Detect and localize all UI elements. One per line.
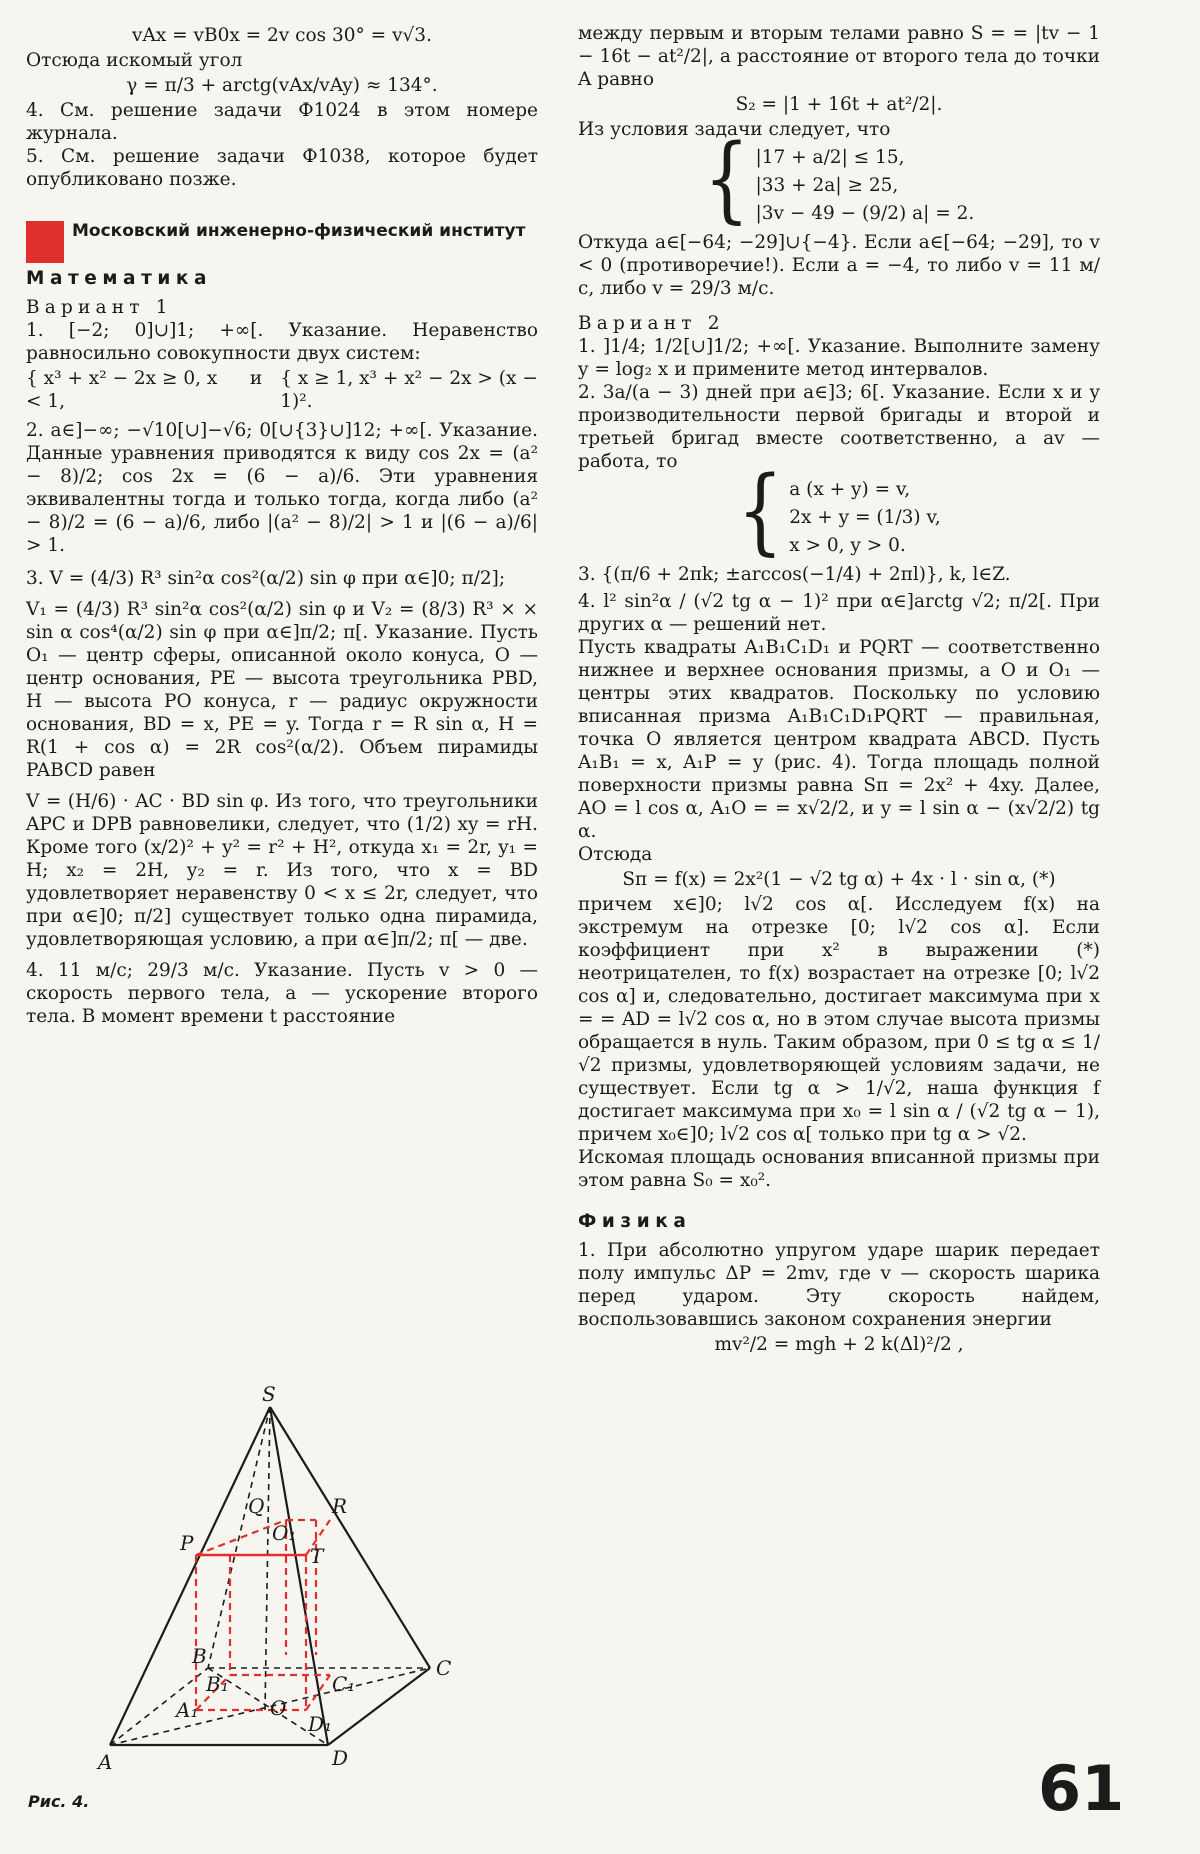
item-5: 5. См. решение задачи Ф1038, которое будет опубликовано позже. (26, 146, 538, 190)
edge-sd (270, 1407, 328, 1745)
physics-title: Физика (578, 1211, 692, 1232)
label-o: O (270, 1696, 287, 1720)
item-4: 4. См. решение задачи Ф1024 в этом номере журнала. (26, 100, 538, 144)
v1-p1-systems (26, 367, 538, 413)
v2-system-line-2: 2x + y = (1/3) v, (789, 507, 941, 528)
v1-problem-4: 4. 11 м/с; 29/3 м/с. Указание. Пусть v > 0 — скорость первого тела, a — ускорение второго тела. В момент времени t расстояние (26, 960, 538, 1027)
v2-problem-4d: Искомая площадь основания вписанной призмы при этом равна S₀ = x₀². (578, 1147, 1100, 1191)
figure-caption: Рис. 4. (28, 1792, 90, 1811)
top-formula: vAx = vB0x = 2v cos 30° = v√3. (132, 25, 432, 46)
hence-text: Отсюда (578, 844, 653, 865)
r-para-3: Откуда a∈[−64; −29]∪{−4}. Если a∈[−64; −29], то v < 0 (противоречие!). Если a = −4, то либо v = 11 м/с, либо v = 29/3 м/с. (578, 232, 1100, 299)
v1-p1-system-2: { x ≥ 1, x³ + x² − 2x > (x − 1)². (280, 368, 538, 412)
v1-problem-3a: 3. V = (4/3) R³ sin²α cos²(α/2) sin φ при α∈]0; π/2]; (26, 568, 506, 589)
v1-problem-3c: V = (H/6) · AC · BD sin φ. Из того, что треугольники APC и DPB равновелики, следует, что (1/2) xy = rH. Кроме того (x/2)² + y² = r² + H², откуда x₁ = 2r, y₁ = H; x₂ = 2H, y₂ = r. Из того, что x = BD удовлетворяет неравенству 0 < x ≤ 2r, следует, что при α∈]0; π/2] существует только одна пирамида, удовлетворяющая условию, а при α∈]π/2; π[ — две. (26, 791, 538, 950)
label-d1: D₁ (308, 1712, 333, 1736)
section-marker (26, 221, 64, 263)
v2-system-line-1: a (x + y) = v, (789, 479, 911, 500)
label-t: T (310, 1544, 324, 1568)
label-d: D (332, 1746, 349, 1770)
v1-p1-system-1: { x³ + x² − 2x ≥ 0, x < 1, (26, 368, 218, 412)
variant-1-title: Вариант 1 (26, 297, 173, 318)
v1-p1-and: и (249, 368, 263, 389)
r-system: { |17 + a/2| ≤ 15, |33 + 2a| ≥ 25, |3v − 49 − (9/2) a| = 2. (703, 123, 975, 233)
label-c1: C₁ (332, 1672, 356, 1696)
v2-problem-4b: Пусть квадраты A₁B₁C₁D₁ и PQRT — соответственно нижнее и верхнее основания призмы, а O и O₁ — центры этих квадратов. Поскольку по условию вписанная призма A₁B₁C₁D₁PQRT — правильная, точка O является центром квадрата ABCD. Пусть A₁B₁ = x, A₁P = y (рис. 4). Тогда площадь полной поверхности призмы равна Sп = 2x² + 4xy. Далее, AO = l cos α, A₁O = = x√2/2, и y = l sin α − (x√2/2) tg α. (578, 637, 1100, 842)
r-para-2: Из условия задачи следует, что (578, 119, 891, 140)
hence-angle-text: Отсюда искомый угол (26, 50, 243, 71)
variant-2-title: Вариант 2 (578, 313, 725, 334)
gamma-formula: γ = π/3 + arctg(vAx/vAy) ≈ 134°. (126, 75, 438, 96)
r-system-line-2: |33 + 2a| ≥ 25, (755, 175, 899, 196)
r-s2-formula: S₂ = |1 + 16t + at²/2|. (735, 94, 943, 115)
v2-problem-4: 4. l² sin²α / (√2 tg α − 1)² при α∈]arctg √2; π/2[. При других α — решений нет. (578, 591, 1100, 635)
r-system-line-1: |17 + a/2| ≤ 15, (755, 147, 905, 168)
v1-problem-3b: V₁ = (4/3) R³ sin²α cos²(α/2) sin φ и V₂ = (8/3) R³ × × sin α cos⁴(α/2) sin φ при α∈]π/2; π[. Указание. Пусть O₁ — центр сферы, описанной около конуса, O — центр основания, PE — высота треугольника PBD, H — высота PO конуса, r — радиус окружности основания, BD = x, PE = y. Тогда r = R sin α, H = R(1 + cos α) = 2R cos²(α/2). Объем пирамиды PABCD равен (26, 599, 538, 781)
v2-p2-system: { a (x + y) = v, 2x + y = (1/3) v, x > 0, y > 0. (737, 455, 941, 565)
v2-problem-2: 2. 3a/(a − 3) дней при a∈]3; 6[. Указание. Если x и y производительности первой бригады и второй и третьей бригад вместе соответственно, а av — работа, то (578, 382, 1100, 472)
height-so (265, 1407, 270, 1710)
r-para-1: между первым и вторым телами равно S = = |tv − 1 − 16t − at²/2|, а расстояние от второго тела до точки A равно (578, 23, 1100, 90)
label-c: C (436, 1656, 452, 1680)
right-column (578, 22, 1100, 1358)
physics-problem-1: 1. При абсолютно упругом ударе шарик передает полу импульс ΔP = 2mv, где v — скорость шарика перед ударом. Эту скорость найдем, воспользовавшись законом сохранения энергии (578, 1240, 1100, 1330)
v2-system-line-3: x > 0, y > 0. (789, 535, 906, 556)
label-b1: B₁ (206, 1672, 229, 1696)
edge-sb (208, 1407, 270, 1668)
left-column (26, 22, 538, 1028)
label-r: R (332, 1494, 348, 1518)
pyramid-figure (98, 1382, 500, 1775)
label-o1: O₁ (272, 1521, 297, 1545)
label-b: B (192, 1644, 207, 1668)
v2-problem-1: 1. ]1/4; 1/2[∪]1/2; +∞[. Указание. Выполните замену y = log₂ x и примените метод интервалов. (578, 336, 1100, 380)
label-a1: A₁ (176, 1698, 199, 1722)
v1-problem-1: 1. [−2; 0]∪]1; +∞[. Указание. Неравенство равносильно совокупности двух систем: (26, 320, 538, 364)
section-header (26, 221, 538, 263)
sp-formula: Sп = f(x) = 2x²(1 − √2 tg α) + 4x · l · sin α, (*) (622, 869, 1056, 890)
page-number: 61 (1038, 1752, 1125, 1825)
energy-formula: mv²/2 = mgh + 2 k(Δl)²/2 , (714, 1334, 964, 1355)
section-title: Московский инженерно-физический институт (72, 221, 526, 241)
v1-problem-2: 2. a∈]−∞; −√10[∪]−√6; 0[∪{3}∪]12; +∞[. Указание. Данные уравнения приводятся к виду cos 2x = (a² − 8)/2; cos 2x = (6 − a)/6. Эти уравнения эквивалентны тогда и только тогда, когда либо (a² − 8)/2 = (6 − a)/6, либо |(a² − 8)/2| > 1 и |(6 − a)/6| > 1. (26, 420, 538, 556)
label-s: S (262, 1382, 276, 1406)
r-system-line-3: |3v − 49 − (9/2) a| = 2. (755, 203, 975, 224)
label-p: P (180, 1531, 194, 1555)
edge-sa (110, 1407, 270, 1745)
v2-problem-3: 3. {(π/6 + 2πk; ±arccos(−1/4) + 2πl)}, k, l∈Z. (578, 564, 1011, 585)
v2-problem-4c: причем x∈]0; l√2 cos α[. Исследуем f(x) на экстремум на отрезке [0; l√2 cos α]. Если коэффициент при x² в выражении (*) неотрицателен, то f(x) возрастает на отрезке [0; l√2 cos α] и, следовательно, достигает максимума при x = = AD = l√2 cos α, но в этом случае высота призмы обращается в нуль. Таким образом, при 0 ≤ tg α ≤ 1/√2 призмы, удовлетворяющей условиям задачи, не существует. Если tg α > 1/√2, наша функция f достигает максимума при x₀ = l sin α / (√2 tg α − 1), причем x₀∈]0; l√2 cos α[ только при tg α > √2. (578, 894, 1100, 1145)
label-q: Q (248, 1494, 265, 1518)
math-title: Математика (26, 268, 212, 289)
label-a: A (98, 1750, 113, 1774)
